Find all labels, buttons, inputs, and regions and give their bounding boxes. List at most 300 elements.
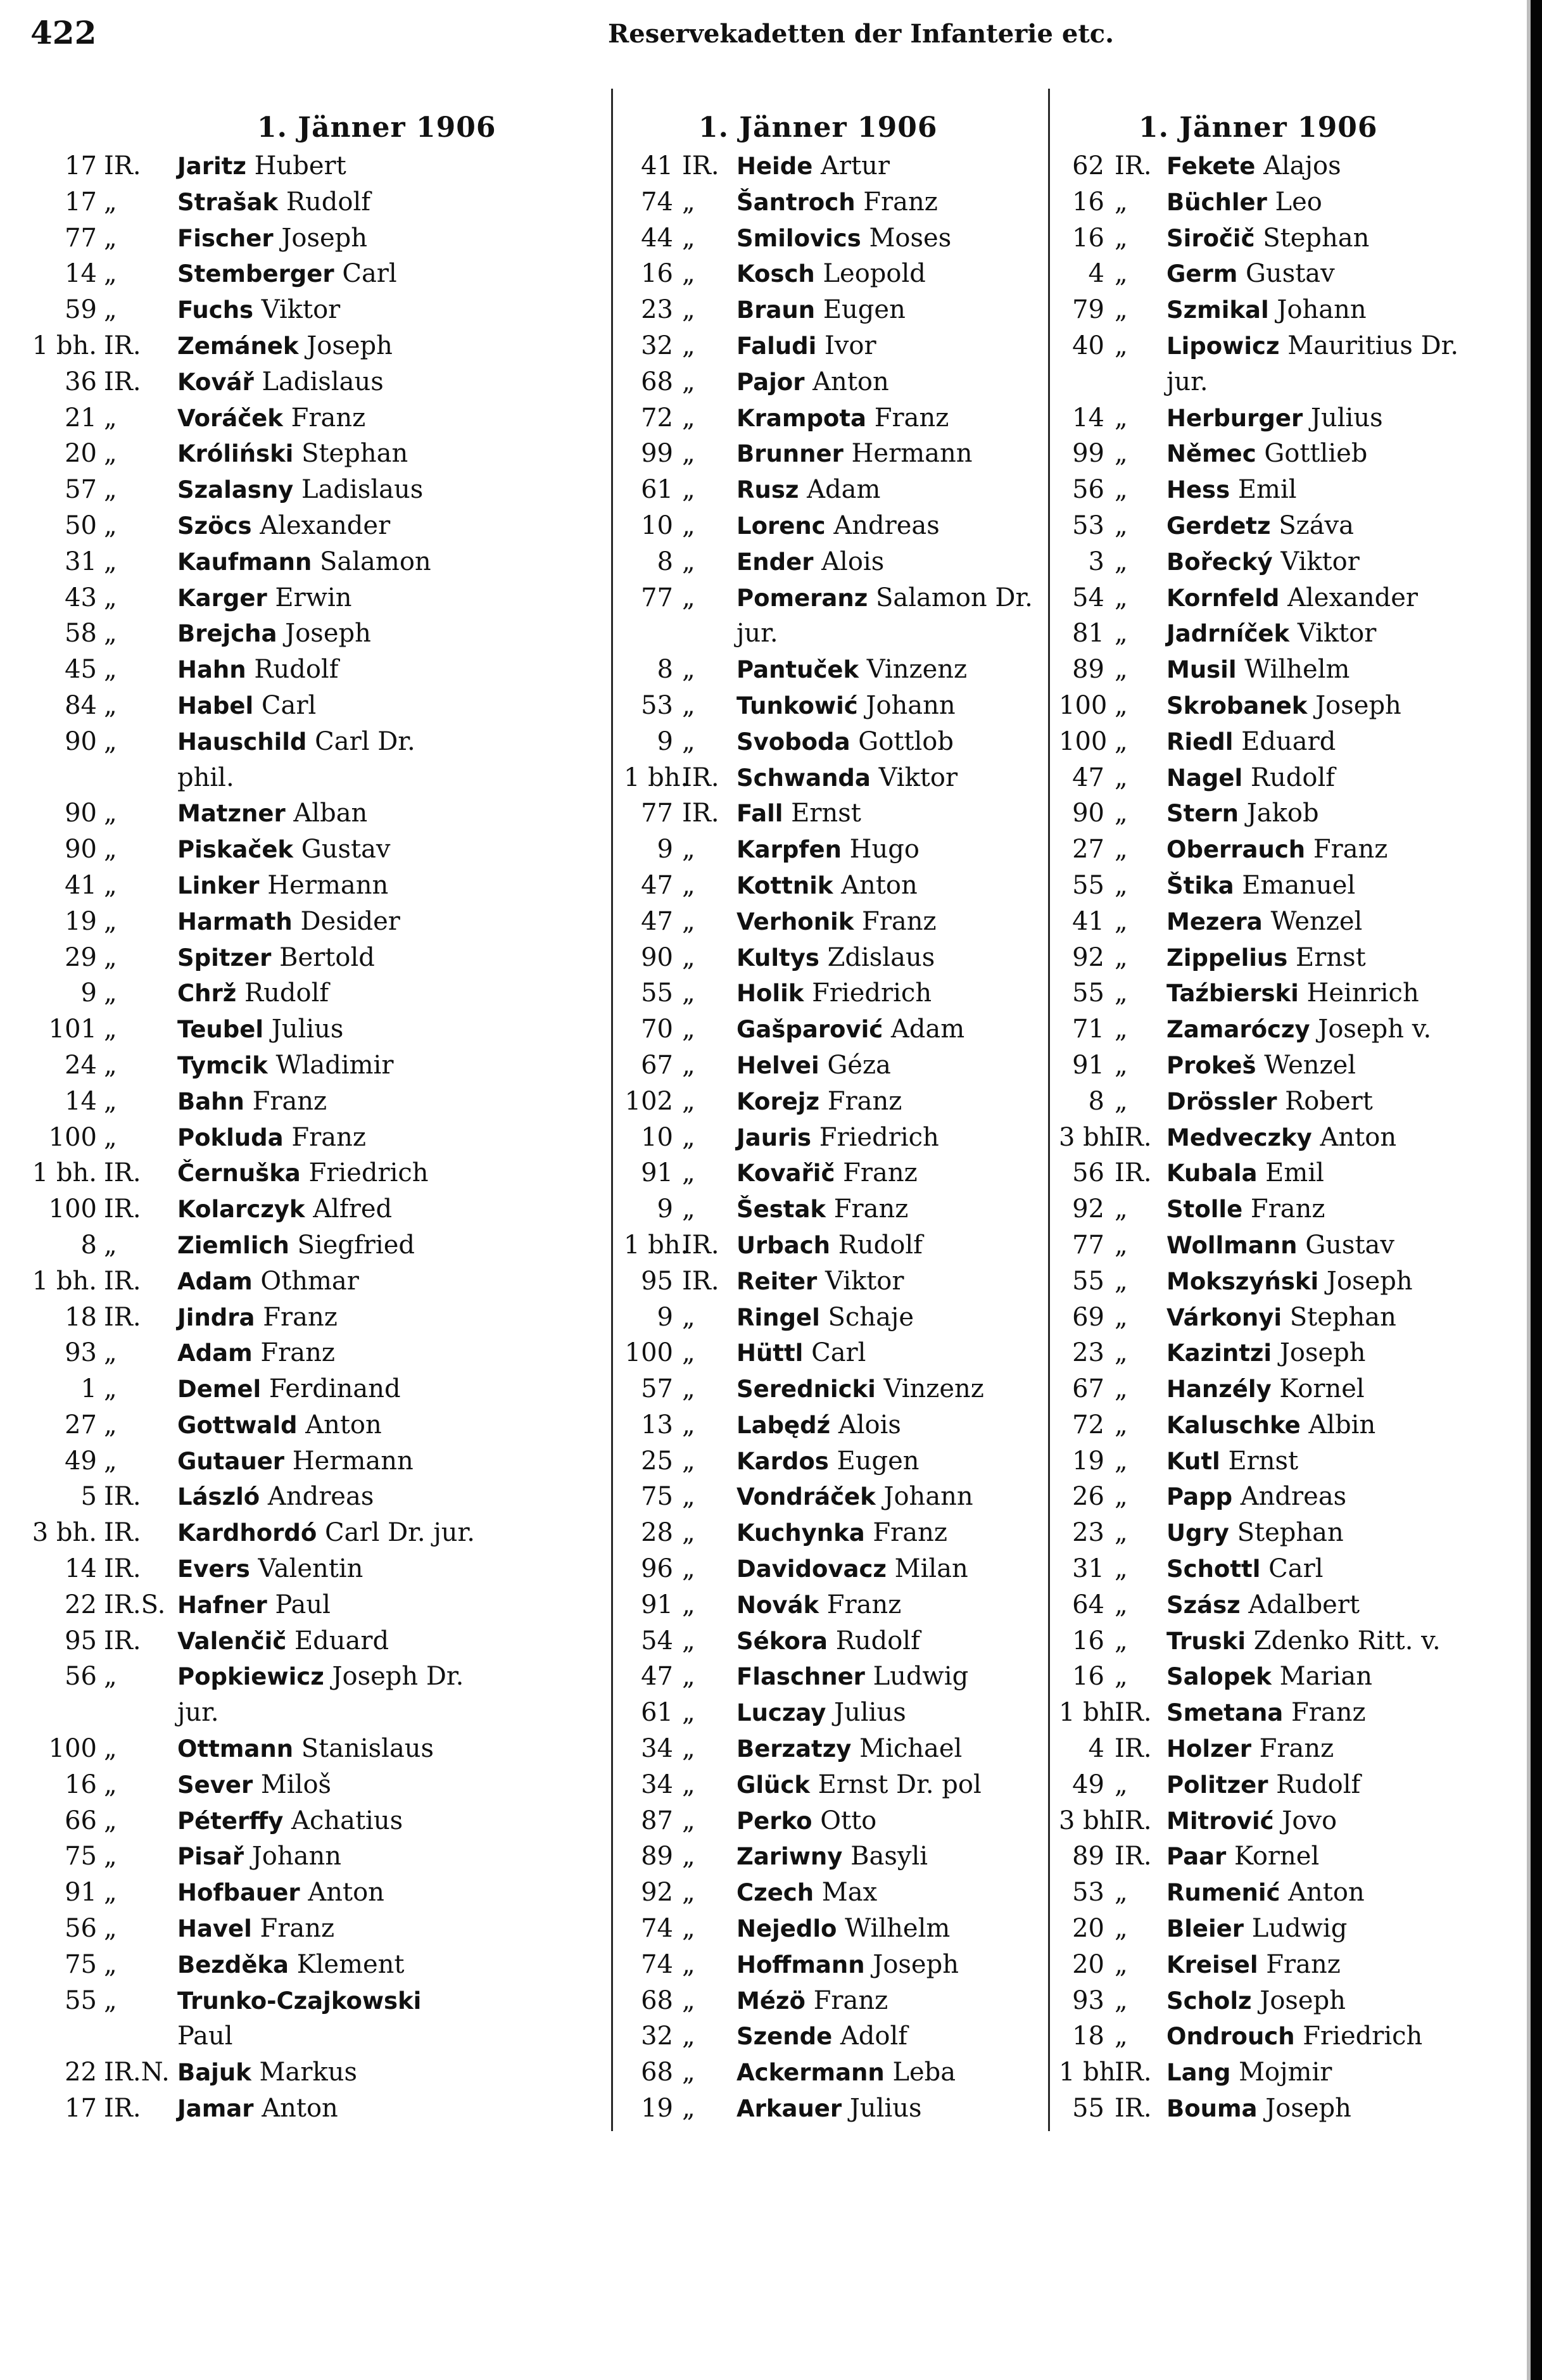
roster-entry-continuation [1059,364,1489,400]
cadet-name [1166,292,1367,329]
roster-entry [1059,544,1489,580]
cadet-given-name: Franz [835,1158,918,1188]
regiment-number: 10 [641,1122,673,1152]
cadet-surname: Lorenc [736,512,826,540]
cadet-surname: Riedl [1166,728,1234,756]
unit-abbreviation: „ [682,1734,695,1764]
cadet-given-name: Joseph Dr. [324,1662,464,1692]
roster-entry [30,2091,600,2127]
cadet-surname: Herburger [1166,404,1303,432]
cadet-surname: Kutl [1166,1447,1220,1475]
cadet-given-name: Heinrich [1298,978,1419,1008]
cadet-given-name: Franz [819,1086,902,1116]
unit-abbreviation: IR. [1115,1806,1152,1835]
cadet-name [177,1659,464,1695]
regiment-number: 23 [641,295,673,325]
roster-entry [30,724,600,760]
regiment-number: 77 [1072,1230,1104,1260]
regiment-number: 14 [65,1554,97,1584]
roster-entry [1059,1227,1489,1263]
cadet-surname: Smetana [1166,1699,1284,1727]
cadet-name [1166,1803,1337,1840]
cadet-name [736,292,906,329]
cadet-surname: Spitzer [177,944,272,972]
roster-entry [1059,328,1489,364]
unit-abbreviation: „ [1115,475,1128,505]
cadet-surname: Hahn [177,656,246,684]
regiment-number: 1 bh. [624,1230,689,1260]
regiment-number: 100 [1059,690,1108,720]
cadet-name [1166,1875,1365,1911]
cadet-surname: Kaufmann [177,548,312,576]
cadet-given-name: Joseph v. [1310,1015,1432,1044]
cadet-surname: Popkiewicz [177,1663,324,1691]
cadet-name [177,940,375,977]
cadet-name [736,1155,918,1192]
regiment-number: 61 [641,475,673,505]
roster-entry [30,544,600,580]
roster-entry [624,1407,1042,1443]
cadet-given-name: Eduard [286,1626,389,1655]
roster-entry [30,1120,600,1156]
unit-abbreviation: „ [1115,1769,1128,1799]
regiment-number: 69 [1072,1302,1104,1332]
cadet-name [177,1335,335,1372]
roster-entry [1059,2054,1489,2091]
regiment-number: 41 [641,151,673,180]
cadet-given-name: Eugen [828,1446,920,1476]
regiment-number: 100 [48,1194,97,1224]
cadet-name [736,760,957,797]
roster-entry [30,1407,600,1443]
regiment-number: 72 [641,403,673,433]
unit-abbreviation: „ [682,547,695,576]
cadet-given-name: Mojmir [1230,2058,1332,2087]
roster-entry [1059,616,1489,652]
unit-abbreviation: „ [1115,1230,1128,1260]
roster-entry-continuation [624,616,1042,652]
cadet-given-name: Franz [255,1302,338,1332]
cadet-name [1166,1048,1356,1084]
unit-abbreviation: IR. [1115,1698,1152,1728]
cadet-surname: Bajuk [177,2059,251,2087]
cadet-surname: Kolarczyk [177,1196,305,1224]
cadet-name [1166,760,1335,797]
regiment-number: 56 [1072,475,1104,505]
cadet-given-name: Friedrich [811,1122,939,1152]
regiment-number: 19 [1072,1446,1104,1476]
cadet-surname: Kaluschke [1166,1411,1301,1439]
unit-abbreviation: IR. [104,1158,141,1188]
unit-abbreviation: „ [1115,1410,1128,1440]
cadet-name [1166,1551,1324,1588]
unit-abbreviation: „ [682,690,695,720]
cadet-name [177,400,365,437]
cadet-given-name: Rudolf [828,1626,920,1655]
cadet-given-name: Gottlieb [1256,439,1368,469]
regiment-number: 27 [65,1410,97,1440]
unit-abbreviation: „ [104,1122,117,1152]
cadet-surname: Reiter [736,1267,818,1295]
cadet-name [1166,975,1419,1012]
cadet-given-name: Julius [842,2094,922,2124]
unit-abbreviation: „ [1115,2022,1128,2051]
unit-abbreviation: „ [1115,1015,1128,1044]
regiment-number: 55 [1072,2094,1104,2124]
regiment-number: 54 [641,1626,673,1655]
unit-abbreviation: „ [682,583,695,612]
cadet-given-name: Rudolf [830,1230,923,1260]
cadet-given-name: Géza [819,1050,891,1080]
unit-abbreviation: „ [1115,1626,1128,1655]
unit-abbreviation: IR. [1115,1842,1152,1871]
cadet-given-name: Johann [1268,295,1367,325]
cadet-name [1166,688,1401,725]
cadet-given-name: Ernst [783,799,861,828]
cadet-given-name: Otto [812,1806,877,1835]
cadet-name [1166,1227,1394,1264]
regiment-number: 3 [1088,547,1104,576]
roster-entry [30,184,600,220]
cadet-name [177,1515,475,1552]
roster-entry [1059,904,1489,940]
roster-entry [1059,1767,1489,1803]
unit-abbreviation: „ [1115,978,1128,1008]
roster-entry [1059,1515,1489,1551]
cadet-surname: Czech [736,1879,814,1907]
cadet-given-name: Anton [297,1410,382,1440]
roster-entry [30,652,600,688]
cadet-name [1166,1623,1441,1660]
cadet-name [736,975,932,1012]
cadet-surname: Ackermann [736,2059,885,2087]
roster-entry [1059,940,1489,976]
regiment-number: 17 [65,187,97,217]
cadet-surname: Kreisel [1166,1951,1258,1978]
cadet-given-name: Carl [334,259,397,289]
cadet-surname: Ottmann [177,1735,294,1763]
unit-abbreviation: „ [1115,1518,1128,1548]
cadet-surname: Davidovacz [736,1555,887,1583]
regiment-number: 91 [65,1878,97,1908]
cadet-name [736,580,1033,617]
regiment-number: 14 [65,1086,97,1116]
regiment-number: 79 [1072,295,1104,325]
cadet-name [1166,652,1349,688]
cadet-given-name: Hermann [259,870,389,900]
cadet-name [177,436,408,472]
cadet-name [177,1300,338,1336]
unit-abbreviation: „ [1115,763,1128,792]
unit-abbreviation: „ [104,799,117,828]
cadet-given-name: Franz [283,1122,366,1152]
cadet-surname: Kornfeld [1166,584,1280,612]
roster-entry [1059,1335,1489,1371]
cadet-name [1166,1515,1344,1552]
cadet-name [177,544,431,581]
cadet-surname: Jadrníček [1166,620,1290,648]
roster-entry [624,400,1042,436]
cadet-surname: Linker [177,871,260,899]
unit-abbreviation: „ [1115,223,1128,253]
roster-entry [624,1731,1042,1767]
cadet-name [1166,1731,1334,1768]
regiment-number: 89 [1072,1842,1104,1871]
roster-entry [30,1587,600,1623]
unit-abbreviation: „ [682,1985,695,2015]
unit-abbreviation: „ [1115,583,1128,612]
roster-entry [624,1587,1042,1623]
roster-entry [30,1731,600,1767]
unit-abbreviation: „ [104,870,117,900]
cadet-surname: Bouma [1166,2095,1258,2123]
roster-entry [624,724,1042,760]
roster-entry [30,1048,600,1084]
cadet-surname: Sékora [736,1627,828,1655]
regiment-number: 84 [65,690,97,720]
cadet-name [177,220,367,257]
roster-entry [1059,1084,1489,1120]
cadet-surname: Krampota [736,404,866,432]
cadet-given-name: Bertold [271,942,375,972]
unit-abbreviation: IR. [1115,2058,1152,2087]
regiment-number: 16 [65,1769,97,1799]
cadet-given-name: Andreas [825,510,940,540]
regiment-number: 19 [65,906,97,936]
cadet-surname: Bezděka [177,1951,289,1978]
cadet-given-name: Joseph [1307,690,1401,720]
cadet-surname: Verhonik [736,908,854,935]
cadet-name [736,220,951,257]
roster-entry [30,1011,600,1048]
unit-abbreviation: IR. [104,1302,141,1332]
roster-entry [624,2091,1042,2127]
cadet-given-name: Anton [300,1878,384,1908]
unit-abbreviation: „ [1115,1554,1128,1584]
regiment-number: 49 [65,1446,97,1476]
regiment-number: 40 [1072,331,1104,360]
unit-abbreviation: „ [104,295,117,325]
unit-abbreviation: „ [682,906,695,936]
unit-abbreviation: „ [682,403,695,433]
cadet-surname: Kardos [736,1447,829,1475]
cadet-given-name: Marian [1271,1662,1372,1692]
cadet-surname: Jauris [736,1124,812,1151]
cadet-surname: Pomeranz [736,584,868,612]
regiment-number: 77 [641,799,673,828]
unit-abbreviation: IR. [104,331,141,360]
regiment-number: 43 [65,583,97,612]
cadet-given-name: Franz [864,1518,947,1548]
roster-entry [624,1803,1042,1839]
cadet-name [177,1839,341,1875]
cadet-name [736,2018,907,2055]
cadet-surname: Štika [1166,871,1234,899]
cadet-surname: Ziemlich [177,1231,289,1259]
unit-abbreviation: IR. [104,1194,141,1224]
roster-entry [30,436,600,472]
unit-abbreviation: „ [682,2058,695,2087]
cadet-name [736,940,935,977]
unit-abbreviation: „ [682,1122,695,1152]
roster-entry [624,1263,1042,1300]
cadet-given-name: Julius [263,1015,344,1044]
cadet-surname: Glück [736,1771,810,1799]
unit-abbreviation: „ [682,1050,695,1080]
cadet-surname: Demel [177,1376,262,1403]
roster-entry [30,1155,600,1191]
cadet-given-name: Franz [282,403,366,433]
unit-abbreviation: „ [104,583,117,612]
regiment-number: 8 [1088,1086,1104,1116]
cadet-name [736,1227,923,1264]
roster-entry [624,1551,1042,1587]
roster-entry [1059,652,1489,688]
cadet-given-name: Ferdinand [261,1374,401,1404]
regiment-number: 92 [1072,942,1104,972]
cadet-surname: Vondráček [736,1483,876,1511]
cadet-name [1166,616,1376,652]
regiment-number: 9 [657,726,673,756]
cadet-given-name: Franz [854,906,937,936]
cadet-given-name: Rudolf [1268,1769,1361,1799]
cadet-given-name: Salamon Dr. [868,583,1033,612]
cadet-name [736,688,956,725]
cadet-name [736,1407,901,1444]
cadet-surname: Hoffmann [736,1951,865,1978]
roster-entry [624,1623,1042,1659]
cadet-name [736,1875,877,1911]
cadet-surname: Tymcik [177,1051,268,1079]
cadet-surname: Jaritz [177,153,246,180]
cadet-surname: Smilovics [736,224,861,252]
unit-abbreviation: „ [1115,1086,1128,1116]
cadet-name [736,1443,920,1480]
roster-entry [30,1803,600,1839]
cadet-surname: Korejz [736,1087,819,1115]
regiment-number: 64 [1072,1590,1104,1619]
roster-entry [30,1227,600,1263]
cadet-surname: Zamaróczy [1166,1016,1310,1044]
cadet-name [1166,1371,1365,1408]
unit-abbreviation: „ [104,1806,117,1835]
regiment-number: 23 [1072,1338,1104,1368]
unit-abbreviation: IR. [682,799,719,828]
cadet-name [1166,1011,1431,1048]
cadet-given-name: Friedrich [300,1158,429,1188]
cadet-surname: Berzatzy [736,1735,852,1763]
cadet-given-name: Anton [804,367,889,396]
cadet-name [177,328,393,365]
roster-entry [624,1120,1042,1156]
cadet-name [736,1623,920,1660]
roster-entry [30,580,600,616]
cadet-name [1166,1947,1341,1984]
cadet-surname: Oberrauch [1166,836,1306,864]
cadet-surname: Stern [1166,800,1239,828]
cadet-surname: Lang [1166,2059,1231,2087]
cadet-name [1166,832,1387,868]
cadet-given-name: Johann [875,1482,973,1512]
regiment-number: 8 [657,547,673,576]
cadet-surname: Valenčič [177,1627,287,1655]
roster-column-2 [624,108,1042,2127]
regiment-number: 53 [1072,510,1104,540]
cadet-surname: Szöcs [177,512,252,540]
cadet-surname: Kazintzi [1166,1339,1272,1367]
cadet-given-name: Ernst [1220,1446,1299,1476]
cadet-name [736,1084,902,1120]
regiment-number: 100 [48,1122,97,1152]
cadet-surname: Siročič [1166,224,1255,252]
regiment-number: 101 [48,1015,97,1044]
roster-entry [624,1983,1042,2019]
cadet-given-name: Anton [253,2094,338,2124]
regiment-number: 77 [641,583,673,612]
roster-entry [1059,472,1489,508]
unit-abbreviation: „ [1115,1949,1128,1979]
regiment-number: 74 [641,187,673,217]
roster-entry [30,1371,600,1407]
cadet-name [1166,940,1366,977]
unit-abbreviation: „ [1115,1878,1128,1908]
cadet-name [736,1263,904,1300]
cadet-surname: Zemánek [177,332,299,360]
column-heading: 1. Jänner 1906 [257,111,496,144]
cadet-surname: Novák [736,1591,819,1619]
roster-entry [1059,1011,1489,1048]
roster-entry [1059,1839,1489,1875]
regiment-number: 99 [641,439,673,469]
unit-abbreviation: „ [1115,1914,1128,1944]
regiment-number: 8 [80,1230,97,1260]
regiment-number: 1 bh. [1059,1698,1124,1728]
cadet-name [736,1659,968,1695]
cadet-surname: Kovařič [736,1160,835,1187]
unit-abbreviation: „ [1115,1194,1128,1224]
roster-entry [1059,1443,1489,1479]
cadet-given-name: Franz [855,187,938,217]
cadet-surname: Skrobanek [1166,692,1308,719]
cadet-given-name: Viktor [253,295,341,325]
cadet-surname: Kovář [177,368,254,396]
cadet-surname: Mezera [1166,908,1263,935]
roster-entry [30,1767,600,1803]
unit-abbreviation: „ [104,223,117,253]
cadet-name [177,1048,393,1084]
cadet-surname: Bleier [1166,1915,1244,1943]
regiment-number: 21 [65,403,97,433]
running-title: Reservekadetten der Infanterie etc. [608,19,1115,49]
cadet-surname: Svoboda [736,728,850,756]
unit-abbreviation: „ [104,403,117,433]
unit-abbreviation: „ [104,726,117,756]
regiment-number: 32 [641,331,673,360]
cadet-name [177,868,388,904]
regiment-number: 90 [65,835,97,864]
cadet-surname: Zippelius [1166,944,1288,972]
cadet-name [177,1875,384,1911]
unit-abbreviation: „ [682,1554,695,1584]
cadet-name [1166,1443,1298,1480]
unit-abbreviation: „ [104,1015,117,1044]
unit-abbreviation: „ [1115,1985,1128,2015]
cadet-surname: Nagel [1166,764,1243,792]
regiment-number: 100 [48,1734,97,1764]
regiment-number: 27 [1072,835,1104,864]
regiment-number: 55 [1072,978,1104,1008]
cadet-name [177,1587,331,1624]
